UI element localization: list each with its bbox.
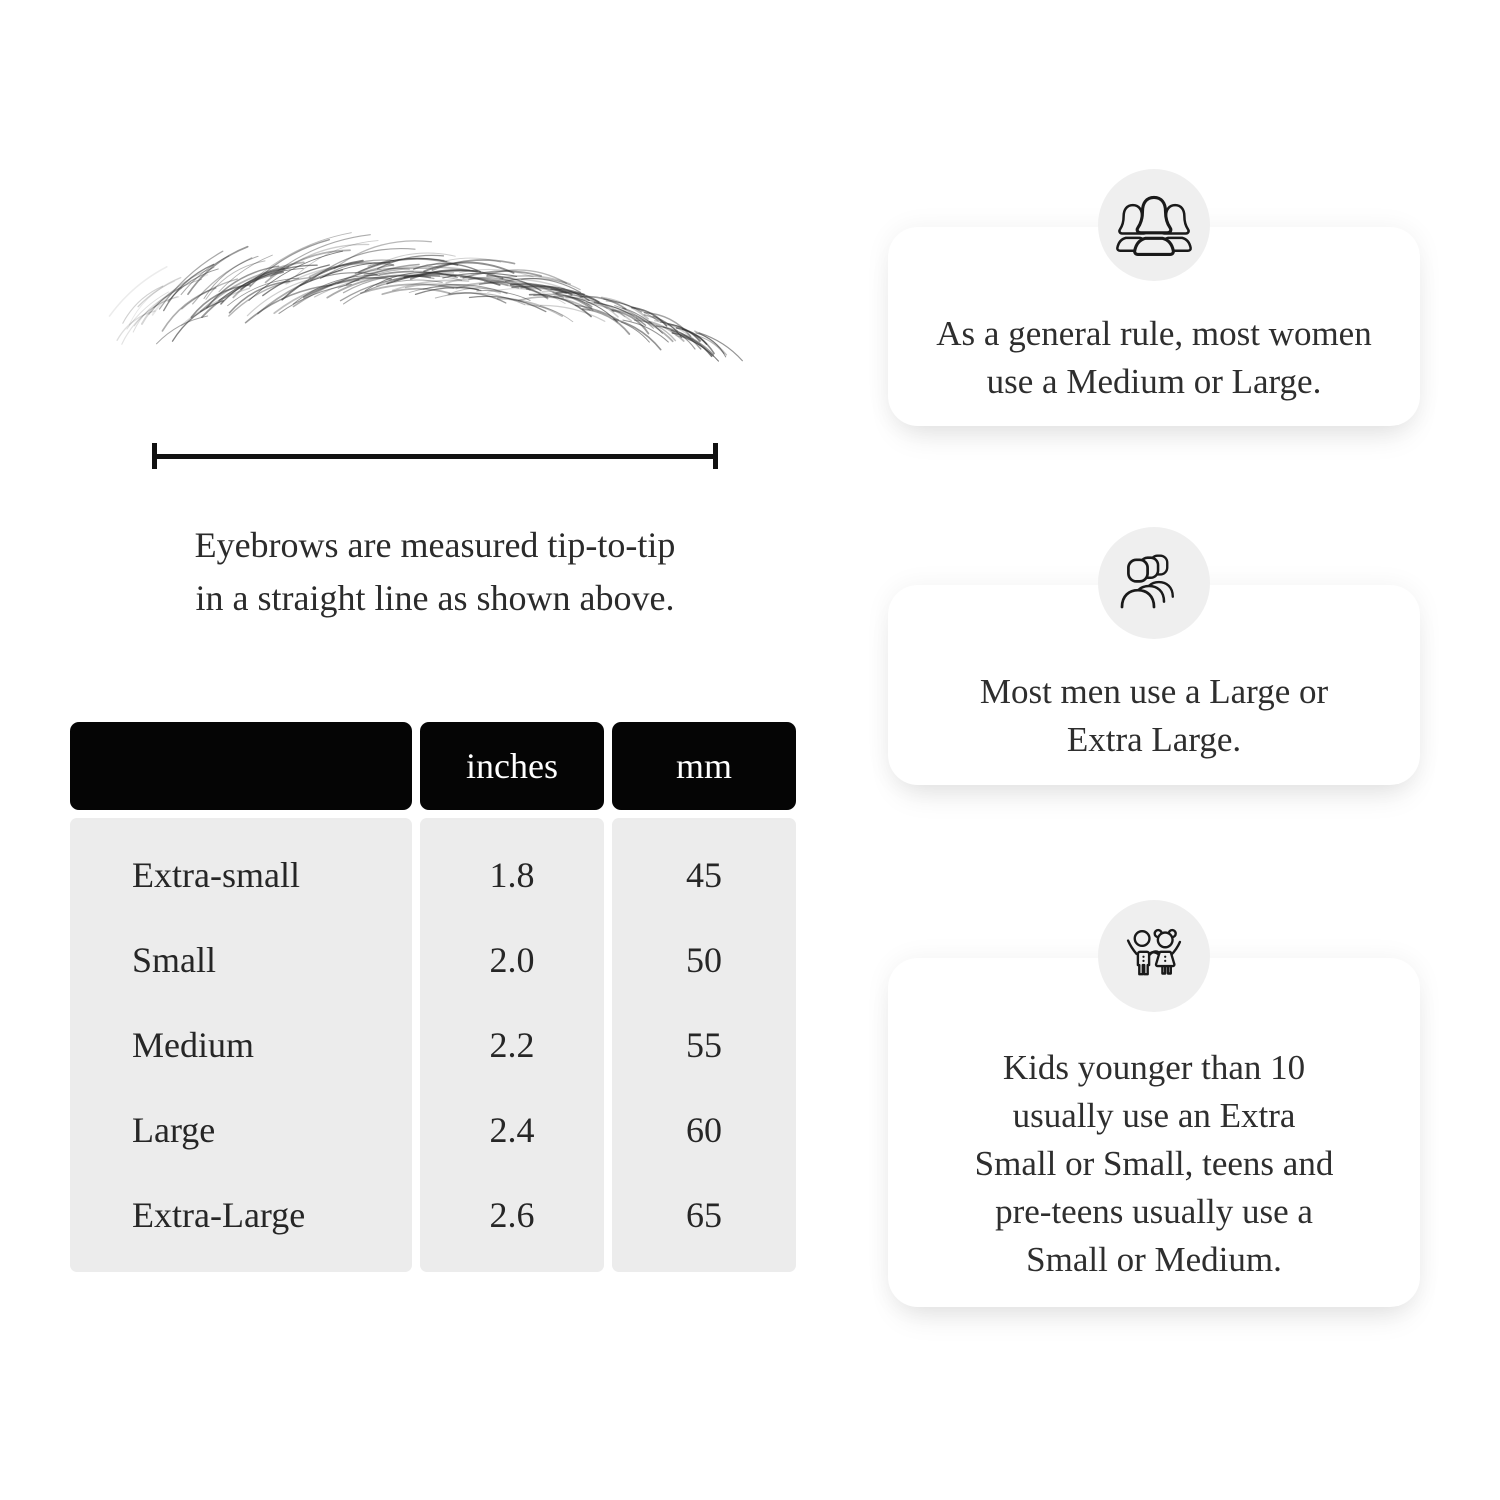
- eyebrow-illustration: [100, 222, 745, 417]
- line-endcap-right: [713, 443, 718, 469]
- card-text-line: pre-teens usually use a: [995, 1191, 1313, 1231]
- table-cell-mm: 45: [686, 854, 722, 895]
- caption-line: Eyebrows are measured tip-to-tip: [194, 525, 676, 565]
- card-text: [900, 647, 1408, 785]
- kids-icon: [1119, 919, 1189, 993]
- table-header-blank: [70, 722, 412, 810]
- icon-circle: [1098, 169, 1210, 281]
- card-text: [900, 1020, 1408, 1307]
- men-group-icon: [1114, 552, 1194, 614]
- table-header-mm: mm: [612, 722, 796, 810]
- card-kids: [888, 958, 1420, 1307]
- table-cell-label: Small: [132, 939, 217, 980]
- card-text-line: As a general rule, most women: [936, 313, 1372, 353]
- measurement-line: [152, 443, 718, 469]
- table-cell-label: Extra-small: [132, 854, 300, 895]
- table-cell-inches: 2.2: [489, 1024, 535, 1065]
- table-cell-inches: 2.0: [489, 939, 535, 980]
- size-table: [70, 722, 796, 1272]
- line-bar: [157, 454, 713, 459]
- card-text-line: Most men use a Large or: [979, 672, 1329, 711]
- card-text-line: Small or Small, teens and: [974, 1143, 1334, 1183]
- table-cell-inches: 2.4: [489, 1109, 535, 1150]
- table-cell-label: Extra-Large: [132, 1194, 306, 1235]
- icon-circle: [1098, 900, 1210, 1012]
- table-cell-label: Large: [132, 1109, 216, 1150]
- icon-circle: [1098, 527, 1210, 639]
- table-column-labels: [70, 818, 412, 1272]
- table-cell-mm: 55: [686, 1024, 722, 1065]
- card-text-line: Kids younger than 10: [1002, 1047, 1306, 1087]
- card-text: [900, 289, 1408, 426]
- card-text-line: usually use an Extra: [1012, 1095, 1296, 1135]
- card-men: [888, 585, 1420, 785]
- table-column-mm: [612, 818, 796, 1272]
- card-text-line: Small or Medium.: [1026, 1239, 1282, 1279]
- table-cell-label: Medium: [132, 1024, 254, 1065]
- table-cell-inches: 2.6: [489, 1194, 535, 1235]
- table-cell-mm: 60: [686, 1109, 722, 1150]
- card-text-line: Extra Large.: [1066, 720, 1242, 759]
- figure-caption: [110, 519, 760, 625]
- table-column-inches: [420, 818, 604, 1272]
- card-women: [888, 227, 1420, 426]
- table-header-inches: inches: [420, 722, 604, 810]
- women-group-icon: [1108, 190, 1200, 260]
- table-cell-inches: 1.8: [489, 854, 535, 895]
- card-text-line: use a Medium or Large.: [986, 361, 1322, 401]
- table-cell-mm: 50: [686, 939, 722, 980]
- caption-line: in a straight line as shown above.: [195, 578, 675, 618]
- table-cell-mm: 65: [686, 1194, 722, 1235]
